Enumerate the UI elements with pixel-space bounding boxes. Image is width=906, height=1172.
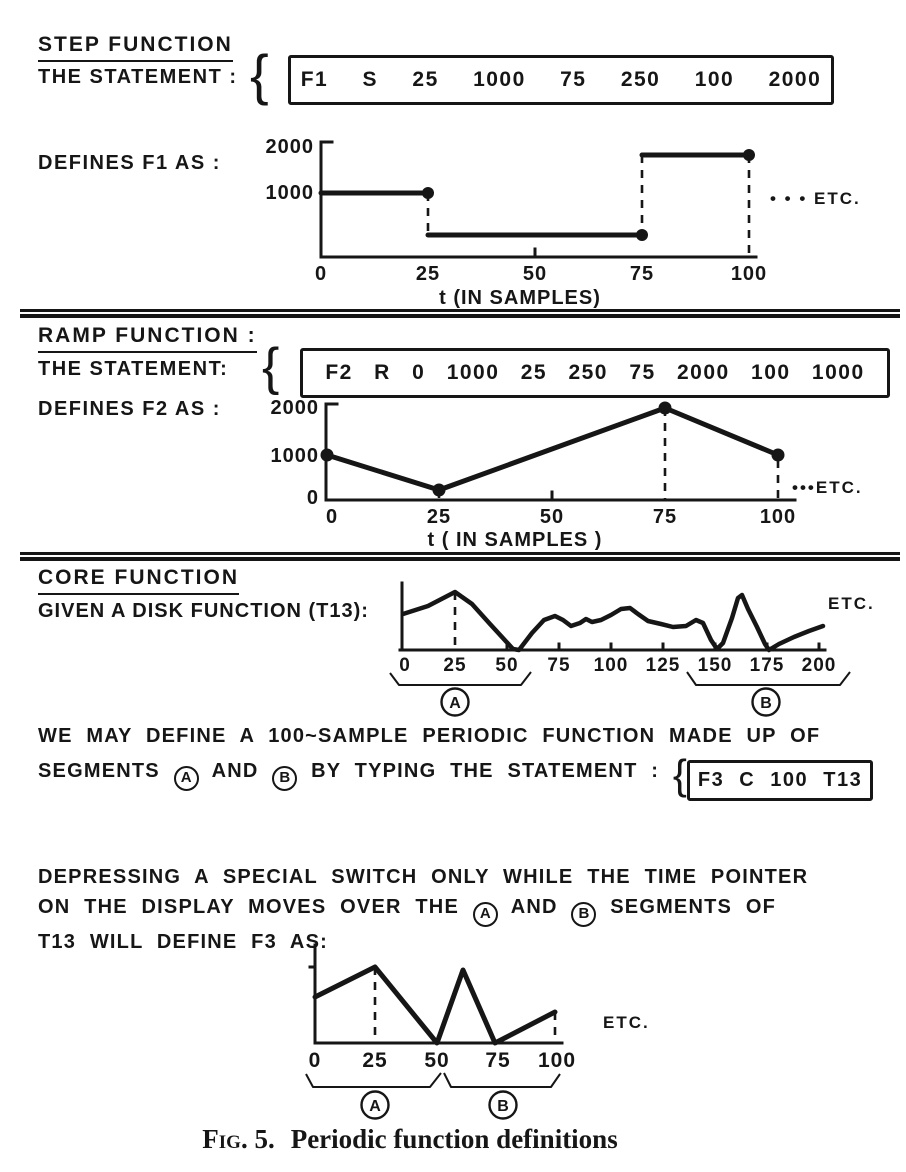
x-tick-label: 25 xyxy=(426,506,452,528)
segment-b-label: B xyxy=(497,1098,509,1115)
switch-paragraph-line3: T13 WILL DEFINE F3 AS: xyxy=(38,931,328,953)
section-divider-rule xyxy=(20,552,900,561)
x-tick-label: 50 xyxy=(539,506,565,528)
step-axes xyxy=(321,142,756,257)
data-point xyxy=(743,149,755,161)
segment-b-inline-badge: B xyxy=(571,902,596,927)
core-heading: CORE FUNCTION xyxy=(38,566,239,595)
data-point xyxy=(636,229,648,241)
segment-b-bracket xyxy=(444,1073,560,1087)
ramp-defines-label: DEFINES F2 AS : xyxy=(38,398,221,420)
x-tick-label: 175 xyxy=(749,655,785,676)
x-tick-label: 100 xyxy=(537,1049,577,1072)
section-divider-rule xyxy=(20,309,900,318)
segment-b-inline-badge: B xyxy=(272,766,297,791)
segment-a-inline-badge: A xyxy=(174,766,199,791)
step-defines-label: DEFINES F1 AS : xyxy=(38,152,221,174)
core-section-heading-wrap xyxy=(38,566,239,595)
ramp-function-plot xyxy=(210,396,900,556)
core-function-plot xyxy=(385,578,900,720)
step-statement-box: F1 S 25 1000 75 250 100 2000 xyxy=(288,55,834,105)
x-tick-label: 50 xyxy=(522,263,548,285)
x-tick-label: 200 xyxy=(801,655,837,676)
x-tick-label: 125 xyxy=(645,655,681,676)
step-heading: STEP FUNCTION xyxy=(38,33,233,62)
x-tick-label: 75 xyxy=(485,1049,511,1072)
text-run: BY TYPING THE STATEMENT : xyxy=(311,760,660,782)
x-tick-label: 0 xyxy=(399,655,411,676)
x-tick-label: 100 xyxy=(759,506,797,528)
x-tick-label: 100 xyxy=(593,655,629,676)
x-tick-label: 25 xyxy=(362,1049,388,1072)
x-tick-label: 25 xyxy=(443,655,467,676)
segment-a-bracket xyxy=(306,1073,441,1087)
y-tick-label: 1000 xyxy=(270,445,319,467)
etc-label: ETC. xyxy=(828,594,875,613)
x-axis-label: t (IN SAMPLES) xyxy=(439,287,601,309)
text-run: SEGMENTS OF xyxy=(610,896,777,918)
left-brace-glyph: { xyxy=(262,338,280,396)
x-tick-label: 0 xyxy=(325,506,339,528)
ramp-statement-label: THE STATEMENT: xyxy=(38,358,229,380)
etc-label: • • • ETC. xyxy=(770,189,861,208)
x-tick-label: 100 xyxy=(730,263,768,285)
figure-number: Fig. 5. xyxy=(202,1124,275,1154)
left-brace-glyph: { xyxy=(672,751,687,798)
y-tick-label: 2000 xyxy=(270,397,319,419)
x-axis-label: t ( IN SAMPLES ) xyxy=(427,529,603,551)
disk-function-curve xyxy=(403,592,823,650)
define-paragraph-line1: WE MAY DEFINE A 100~SAMPLE PERIODIC FUNCTION MADE UP OF xyxy=(38,725,821,747)
x-tick-label: 50 xyxy=(495,655,519,676)
figure-caption xyxy=(30,1124,790,1155)
text-run: ON THE DISPLAY MOVES OVER THE xyxy=(38,896,459,918)
etc-label: •••ETC. xyxy=(792,478,863,497)
segment-a-label: A xyxy=(369,1098,381,1115)
define-paragraph xyxy=(38,722,873,801)
define-paragraph-line2 xyxy=(38,751,873,801)
step-section-heading-wrap xyxy=(38,33,233,62)
x-tick-label: 150 xyxy=(697,655,733,676)
segment-b-label: B xyxy=(760,695,772,712)
text-run: AND xyxy=(510,896,558,918)
x-tick-label: 0 xyxy=(308,1049,322,1072)
switch-paragraph-line1: DEPRESSING A SPECIAL SWITCH ONLY WHILE THE TIME POINTER xyxy=(38,866,809,888)
ramp-curve xyxy=(327,408,778,490)
y-tick-label: 0 xyxy=(306,487,319,509)
ramp-statement-box: F2 R 0 1000 25 250 75 2000 100 1000 xyxy=(300,348,890,398)
etc-label: ETC. xyxy=(603,1013,650,1032)
data-point xyxy=(321,449,334,462)
left-brace-glyph: { xyxy=(250,43,269,106)
y-tick-label: 2000 xyxy=(265,136,314,158)
x-tick-label: 75 xyxy=(547,655,571,676)
step-statement-label: THE STATEMENT : xyxy=(38,66,238,88)
data-point xyxy=(772,449,785,462)
y-tick-label: 1000 xyxy=(265,182,314,204)
x-tick-label: 75 xyxy=(652,506,678,528)
f3-curve xyxy=(315,967,555,1043)
switch-paragraph-line2 xyxy=(38,892,808,927)
x-tick-label: 75 xyxy=(629,263,655,285)
core-statement-box: F3 C 100 T13 xyxy=(687,760,873,801)
step-function-plot xyxy=(210,132,900,310)
text-run: AND xyxy=(211,760,259,782)
f3-function-plot xyxy=(270,938,690,1123)
core-given-label: GIVEN A DISK FUNCTION (T13): xyxy=(38,600,369,622)
x-tick-label: 0 xyxy=(314,263,328,285)
x-tick-label: 50 xyxy=(424,1049,450,1072)
text-run: SEGMENTS xyxy=(38,760,160,782)
data-point xyxy=(422,187,434,199)
x-tick-label: 25 xyxy=(415,263,441,285)
ramp-axes xyxy=(326,404,795,500)
ramp-section-heading-wrap xyxy=(38,324,257,353)
figure-title: Periodic function definitions xyxy=(290,1124,618,1154)
segment-a-inline-badge: A xyxy=(473,902,498,927)
segment-a-label: A xyxy=(449,695,461,712)
data-point xyxy=(433,484,446,497)
ramp-heading: RAMP FUNCTION : xyxy=(38,324,257,353)
data-point xyxy=(659,402,672,415)
